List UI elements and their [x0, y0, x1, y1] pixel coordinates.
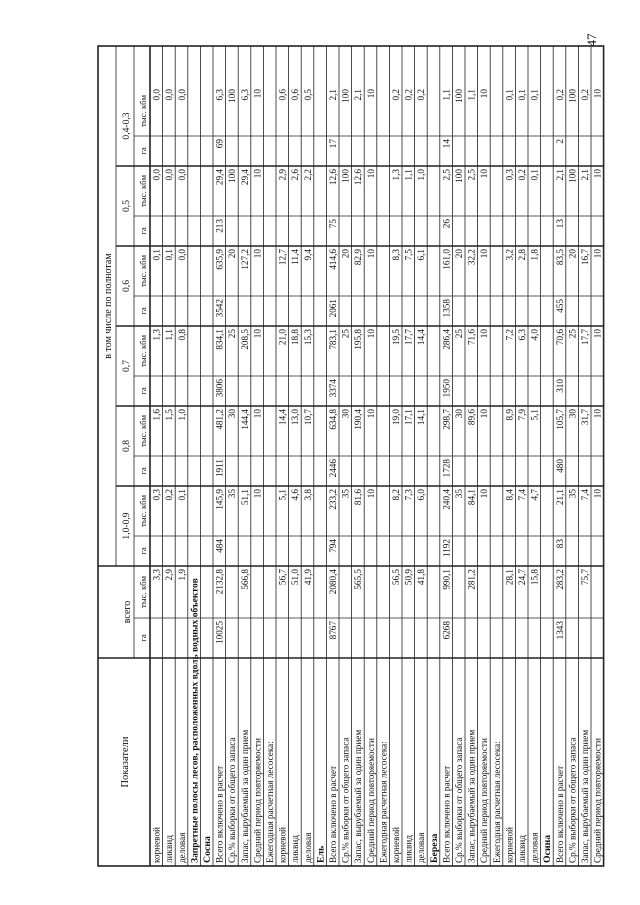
data-cell: 0,0	[176, 169, 187, 181]
header-unit: тыс. кбм	[138, 494, 148, 528]
data-cell: 6268	[441, 621, 452, 640]
data-cell: 10	[479, 409, 490, 419]
row-label: ликвид	[164, 835, 175, 863]
header-unit: га	[138, 547, 148, 555]
data-cell: 2	[554, 139, 565, 144]
data-cell: 29,4	[239, 169, 250, 186]
data-cell: 10	[365, 409, 376, 419]
data-cell: 100	[567, 89, 578, 103]
data-cell: 455	[554, 299, 565, 313]
data-cell: 2,5	[466, 169, 477, 181]
data-cell: 414,6	[328, 249, 338, 270]
data-cell: 18,8	[290, 329, 301, 346]
data-cell: 1,0	[416, 169, 427, 181]
header-density-group: 0,5	[121, 200, 132, 212]
data-cell: 10	[365, 249, 376, 259]
data-cell: 4,6	[290, 489, 301, 501]
data-cell: 10	[592, 329, 603, 339]
data-cell: 29,4	[214, 169, 225, 186]
data-cell: 17,7	[580, 329, 590, 346]
row-label: Запас, вырубаемый за один прием	[580, 729, 590, 863]
data-cell: 0,1	[529, 169, 540, 181]
data-cell: 2,1	[328, 89, 338, 101]
data-cell: 2061	[328, 299, 338, 318]
data-cell: 0,0	[176, 89, 187, 101]
data-cell: 14,4	[277, 409, 288, 426]
data-cell: 0,1	[504, 89, 515, 101]
data-cell: 0,0	[176, 249, 187, 261]
header-including: в том числе по полнотам	[103, 253, 114, 359]
data-cell: 25	[454, 329, 464, 339]
header-unit: тыс. кбм	[138, 94, 148, 128]
data-cell: 1,8	[529, 249, 540, 261]
data-cell: 0,2	[391, 89, 401, 101]
data-cell: 0,2	[403, 89, 414, 101]
data-cell: 10	[252, 409, 263, 419]
data-cell: 41,8	[416, 569, 427, 586]
data-cell: 35	[227, 489, 238, 499]
header-unit: га	[138, 467, 148, 475]
data-cell: 10	[479, 489, 490, 499]
data-cell: 105,7	[554, 409, 565, 430]
data-cell: 17,1	[403, 409, 414, 426]
data-cell: 2,6	[290, 169, 301, 181]
data-cell: 20	[227, 249, 238, 259]
data-cell: 10	[592, 249, 603, 259]
data-cell: 32,2	[466, 249, 477, 266]
data-cell: 1,1	[466, 89, 477, 101]
data-cell: 990,1	[441, 569, 452, 590]
data-cell: 565,5	[353, 569, 364, 590]
data-cell: 0,0	[151, 169, 162, 181]
data-cell: 5,1	[277, 489, 288, 501]
data-cell: 1,9	[176, 569, 187, 581]
data-cell: 481,2	[214, 409, 225, 430]
header-unit: тыс. кбм	[138, 575, 148, 609]
data-cell: 10	[252, 329, 263, 339]
data-cell: 2080,4	[328, 569, 338, 595]
row-label: ликвид	[290, 835, 301, 863]
data-cell: 12,6	[328, 169, 338, 186]
data-cell: 5,1	[529, 409, 540, 421]
data-cell: 75,7	[580, 569, 590, 586]
data-cell: 51,0	[290, 569, 301, 586]
row-label: Ср.% выборки от общего запаса	[340, 737, 351, 863]
row-label: Ежегодная расчетная лесосека:	[265, 741, 275, 863]
data-cell: 11,4	[290, 249, 301, 265]
data-cell: 89,6	[466, 409, 477, 426]
data-cell: 480	[554, 459, 565, 473]
data-cell: 10	[365, 89, 376, 99]
data-cell: 100	[340, 89, 351, 103]
species-title: Береза	[428, 833, 440, 863]
data-cell: 10	[479, 329, 490, 339]
data-cell: 1358	[441, 299, 452, 318]
data-cell: 51,1	[239, 489, 250, 506]
row-label: деловая	[302, 832, 313, 863]
data-cell: 195,8	[353, 329, 364, 350]
data-cell: 75	[328, 219, 338, 229]
data-cell: 30	[227, 409, 238, 419]
data-cell: 30	[454, 409, 464, 419]
data-cell: 20	[454, 249, 464, 259]
data-cell: 1,3	[151, 329, 162, 341]
data-cell: 10	[252, 89, 263, 99]
data-cell: 10	[365, 169, 376, 179]
data-cell: 0,2	[416, 89, 427, 101]
row-label: Запас, вырубаемый за один прием	[353, 729, 364, 863]
data-cell: 0,6	[290, 89, 301, 101]
data-cell: 240,4	[441, 489, 452, 510]
data-cell: 3,2	[504, 249, 515, 261]
data-cell: 190,4	[353, 409, 364, 430]
data-cell: 81,6	[353, 489, 364, 506]
data-cell: 3,3	[151, 569, 162, 581]
row-label: деловая	[416, 832, 427, 863]
data-cell: 10	[479, 89, 490, 99]
header-indicator: Показатели	[120, 736, 131, 788]
data-cell: 1,1	[403, 169, 414, 181]
data-cell: 2,9	[277, 169, 288, 181]
data-cell: 8,3	[391, 249, 401, 261]
data-cell: 7,4	[580, 489, 590, 501]
row-label: Средний период повторяемости	[479, 738, 490, 863]
data-cell: 0,2	[164, 489, 175, 501]
row-label: корневой	[391, 827, 401, 863]
data-cell: 35	[567, 489, 578, 499]
data-cell: 145,9	[214, 489, 225, 510]
header-unit: тыс. кбм	[138, 174, 148, 208]
data-cell: 0,0	[164, 89, 175, 101]
row-label: Ежегодная расчетная лесосека:	[491, 741, 502, 863]
data-cell: 83	[554, 539, 565, 549]
row-label: корневой	[151, 827, 162, 863]
header-unit: тыс. кбм	[138, 414, 148, 448]
data-cell: 71,6	[466, 329, 477, 346]
row-label: Ср.% выборки от общего запаса	[567, 737, 578, 863]
data-cell: 144,4	[239, 409, 250, 430]
row-label: корневой	[504, 827, 515, 863]
data-cell: 0,1	[164, 249, 175, 261]
data-cell: 0,8	[176, 329, 187, 341]
data-cell: 100	[567, 169, 578, 183]
data-cell: 13,0	[290, 409, 301, 426]
species-title: Ель	[315, 845, 327, 863]
data-cell: 635,9	[214, 249, 225, 270]
data-cell: 0,5	[302, 89, 313, 101]
data-cell: 10	[252, 169, 263, 179]
data-cell: 9,4	[302, 249, 313, 261]
header-unit: га	[138, 147, 148, 155]
data-cell: 19,0	[391, 409, 401, 426]
data-cell: 208,5	[239, 329, 250, 350]
data-cell: 3374	[328, 379, 338, 398]
data-cell: 70,6	[554, 329, 565, 346]
data-cell: 12,7	[277, 249, 288, 266]
data-cell: 56,5	[391, 569, 401, 586]
data-cell: 10	[592, 169, 603, 179]
data-cell: 15,3	[302, 329, 313, 346]
data-cell: 82,9	[353, 249, 364, 266]
data-cell: 7,3	[403, 489, 414, 501]
data-cell: 0,2	[517, 169, 527, 181]
data-cell: 7,9	[517, 409, 527, 421]
row-label: ликвид	[517, 835, 527, 863]
data-cell: 161,0	[441, 249, 452, 270]
data-cell: 0,1	[176, 489, 187, 501]
data-cell: 83,5	[554, 249, 565, 266]
data-cell: 2,2	[302, 169, 313, 181]
data-cell: 4,7	[529, 489, 540, 501]
data-cell: 100	[454, 169, 464, 183]
data-cell: 3806	[214, 379, 225, 398]
header-density-group: 1,0-0,9	[121, 512, 132, 540]
row-label: Запас, вырубаемый за один прием	[239, 729, 250, 863]
data-cell: 25	[340, 329, 351, 339]
data-cell: 24,7	[517, 569, 527, 586]
data-cell: 84,1	[466, 489, 477, 506]
data-cell: 834,1	[214, 329, 225, 350]
data-cell: 7,2	[504, 329, 515, 341]
data-cell: 19,5	[391, 329, 401, 346]
data-cell: 283,2	[554, 569, 565, 590]
data-cell: 26	[441, 219, 452, 229]
data-cell: 25	[227, 329, 238, 339]
data-cell: 0,1	[151, 249, 162, 261]
row-label: Ср.% выборки от общего запаса	[454, 737, 464, 863]
header-unit: га	[138, 307, 148, 315]
data-cell: 10	[592, 409, 603, 419]
row-label: Средний период повторяемости	[592, 738, 603, 863]
data-cell: 310	[554, 379, 565, 393]
row-label: Запас, вырубаемый за один прием	[466, 729, 477, 863]
data-cell: 3542	[214, 299, 225, 318]
data-cell: 7,4	[517, 489, 527, 501]
header-unit: тыс. кбм	[138, 334, 148, 368]
data-cell: 100	[454, 89, 464, 103]
row-label: корневой	[277, 827, 288, 863]
data-cell: 8767	[328, 621, 338, 640]
row-label: Всего включено в расчет	[554, 765, 565, 863]
data-cell: 2,1	[353, 89, 364, 101]
data-cell: 12,6	[353, 169, 364, 186]
data-cell: 783,1	[328, 329, 338, 350]
data-cell: 2,1	[580, 169, 590, 181]
data-cell: 4,0	[529, 329, 540, 341]
row-label: ликвид	[403, 835, 414, 863]
data-cell: 10025	[214, 621, 225, 644]
data-cell: 1343	[554, 621, 565, 640]
data-cell: 13	[554, 219, 565, 229]
data-cell: 233,2	[328, 489, 338, 510]
data-cell: 100	[227, 169, 238, 183]
data-cell: 1,1	[164, 329, 175, 341]
data-cell: 21,1	[554, 489, 565, 506]
species-title: Осина	[542, 834, 554, 863]
data-cell: 10	[365, 329, 376, 339]
data-cell: 35	[454, 489, 464, 499]
data-cell: 7,5	[403, 249, 414, 261]
data-cell: 0,3	[151, 489, 162, 501]
data-cell: 10,7	[302, 409, 313, 426]
data-cell: 1,5	[164, 409, 175, 421]
data-cell: 41,9	[302, 569, 313, 586]
data-cell: 10	[479, 249, 490, 259]
page-number: 47	[584, 33, 599, 47]
data-cell: 286,4	[441, 329, 452, 350]
data-cell: 127,2	[239, 249, 250, 270]
data-cell: 10	[252, 489, 263, 499]
header-unit: тыс. кбм	[138, 254, 148, 288]
data-cell: 56,7	[277, 569, 288, 586]
data-cell: 20	[567, 249, 578, 259]
data-cell: 1,1	[441, 89, 452, 101]
data-cell: 25	[567, 329, 578, 339]
data-cell: 0,6	[277, 89, 288, 101]
row-label: Всего включено в расчет	[214, 765, 225, 863]
data-cell: 1728	[441, 459, 452, 478]
data-cell: 17	[328, 139, 338, 149]
row-label: Ежегодная расчетная лесосека:	[378, 741, 389, 863]
row-label: Всего включено в расчет	[328, 765, 338, 863]
data-cell: 14,4	[416, 329, 427, 346]
header-unit: га	[138, 387, 148, 395]
forest-stock-table	[98, 46, 604, 866]
data-cell: 213	[214, 219, 225, 233]
header-density-group: 0,7	[121, 360, 132, 372]
data-cell: 8,2	[391, 489, 401, 501]
data-cell: 100	[227, 89, 238, 103]
data-cell: 35	[340, 489, 351, 499]
data-cell: 1950	[441, 379, 452, 398]
data-cell: 31,7	[580, 409, 590, 426]
data-cell: 2,8	[517, 249, 527, 261]
data-cell: 634,8	[328, 409, 338, 430]
header-total: всего	[122, 600, 133, 624]
data-cell: 8,4	[504, 489, 515, 501]
data-cell: 2,5	[441, 169, 452, 181]
data-cell: 30	[340, 409, 351, 419]
data-cell: 0,0	[151, 89, 162, 101]
data-cell: 2446	[328, 459, 338, 478]
header-density-group: 0,6	[121, 280, 132, 292]
data-cell: 1192	[441, 539, 452, 558]
header-density-group: 0,8	[121, 440, 132, 452]
section-title: Запретные полосы лесов, расположенных вдоль водных объектов	[189, 578, 201, 863]
data-cell: 28,1	[504, 569, 515, 586]
data-cell: 298,7	[441, 409, 452, 430]
data-cell: 10	[252, 249, 263, 259]
data-cell: 6,3	[517, 329, 527, 341]
data-cell: 484	[214, 539, 225, 553]
data-cell: 2,1	[554, 169, 565, 181]
row-label: Ср.% выборки от общего запаса	[227, 737, 238, 863]
row-label: Всего включено в расчет	[441, 765, 452, 863]
data-cell: 3,8	[302, 489, 313, 501]
row-label: деловая	[529, 832, 540, 863]
data-cell: 6,3	[214, 89, 225, 101]
data-cell: 0,1	[517, 89, 527, 101]
data-cell: 0,0	[164, 169, 175, 181]
header-density-group: 0,4-0,3	[121, 112, 132, 140]
data-cell: 20	[340, 249, 351, 259]
data-cell: 6,1	[416, 249, 427, 261]
data-cell: 0,2	[554, 89, 565, 101]
data-cell: 100	[340, 169, 351, 183]
data-cell: 16,7	[580, 249, 590, 266]
data-cell: 281,2	[466, 569, 477, 590]
data-cell: 0,1	[529, 89, 540, 101]
data-cell: 1,0	[176, 409, 187, 421]
data-cell: 1,6	[151, 409, 162, 421]
header-unit: га	[138, 634, 148, 642]
data-cell: 6,3	[239, 89, 250, 101]
data-cell: 1,3	[391, 169, 401, 181]
data-cell: 1911	[214, 459, 225, 478]
data-cell: 30	[567, 409, 578, 419]
data-cell: 2132,8	[214, 569, 225, 595]
header-unit: га	[138, 227, 148, 235]
data-cell: 2,9	[164, 569, 175, 581]
data-cell: 15,8	[529, 569, 540, 586]
data-cell: 6,0	[416, 489, 427, 501]
row-label: деловая	[176, 832, 187, 863]
data-cell: 8,9	[504, 409, 515, 421]
row-label: Средний период повторяемости	[365, 738, 376, 863]
species-title: Сосна	[202, 836, 213, 863]
data-cell: 0,2	[580, 89, 590, 101]
data-cell: 10	[592, 489, 603, 499]
data-cell: 10	[592, 89, 603, 99]
data-cell: 566,8	[239, 569, 250, 590]
data-cell: 50,9	[403, 569, 414, 586]
data-cell: 794	[328, 539, 338, 553]
data-cell: 17,7	[403, 329, 414, 346]
data-cell: 69	[214, 139, 225, 149]
data-cell: 10	[365, 489, 376, 499]
data-cell: 21,0	[277, 329, 288, 346]
data-cell: 0,3	[504, 169, 515, 181]
data-cell: 10	[479, 169, 490, 179]
row-label: Средний период повторяемости	[252, 738, 263, 863]
data-cell: 14,1	[416, 409, 427, 426]
data-cell: 14	[441, 139, 452, 149]
